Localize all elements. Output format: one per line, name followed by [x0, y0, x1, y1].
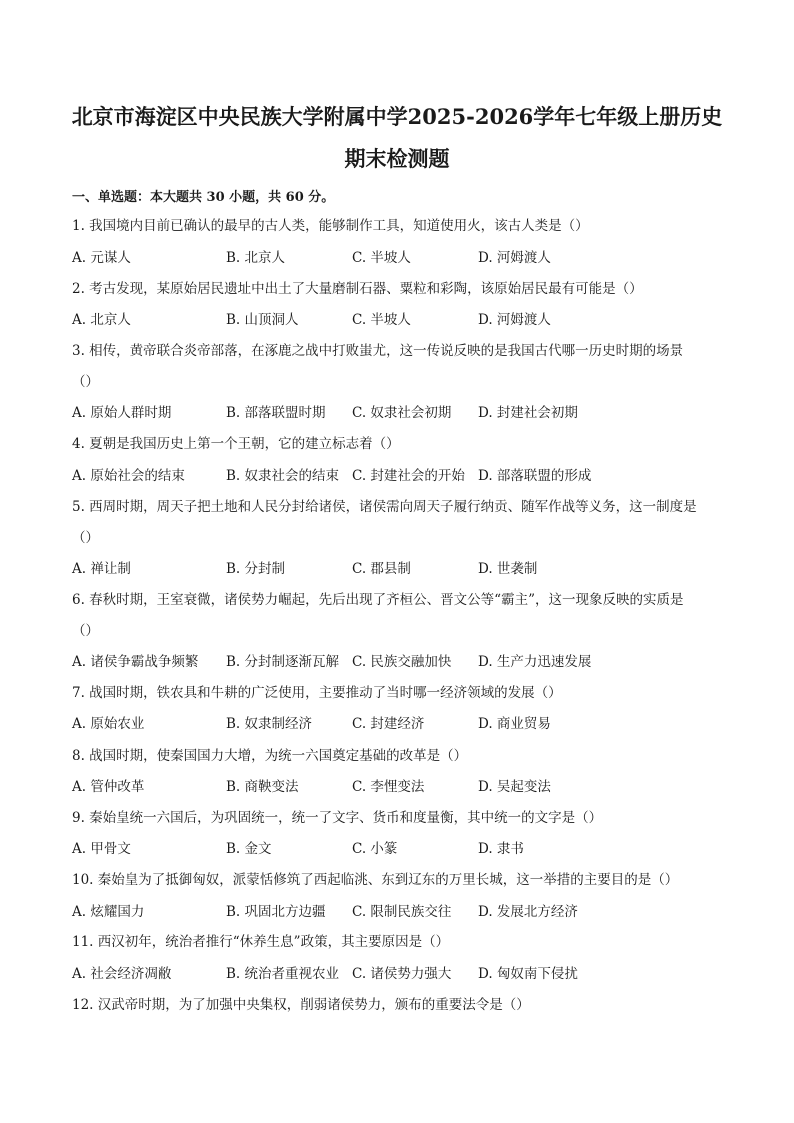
option-d: D. 商业贸易 — [478, 716, 551, 732]
question-4 — [72, 434, 722, 454]
section-heading: 一、单选题：本大题共 30 小题，共 60 分。 — [72, 190, 335, 205]
option-a: A. 原始人群时期 — [72, 405, 172, 421]
question-2 — [72, 279, 722, 299]
option-c: C. 郡县制 — [352, 561, 411, 577]
option-a: A. 北京人 — [72, 312, 131, 328]
option-c: C. 封建社会的开始 — [352, 468, 465, 484]
option-c: C. 限制民族交往 — [352, 904, 452, 920]
option-a: A. 禅让制 — [72, 561, 131, 577]
question-text: 3. 相传，黄帝联合炎帝部落，在涿鹿之战中打败蚩尤，这一传说反映的是我国古代哪一历史时期的场景 — [72, 343, 684, 359]
option-b: B. 部落联盟时期 — [226, 405, 326, 421]
option-c: C. 李悝变法 — [352, 779, 425, 795]
question-text: 2. 考古发现，某原始居民遗址中出土了大量磨制石器、粟粒和彩陶，该原始居民最有可能是（） — [72, 281, 643, 297]
option-b: B. 奴隶制经济 — [226, 716, 313, 732]
option-c: C. 奴隶社会初期 — [352, 405, 452, 421]
option-c: C. 半坡人 — [352, 312, 411, 328]
option-b: B. 奴隶社会的结束 — [226, 468, 340, 484]
question-8 — [72, 746, 722, 766]
option-d: D. 世袭制 — [478, 561, 538, 577]
question-12 — [72, 995, 722, 1015]
option-a: A. 原始社会的结束 — [72, 468, 185, 484]
question-text: 7. 战国时期，铁农具和牛耕的广泛使用，主要推动了当时哪一经济领域的发展（） — [72, 685, 562, 701]
question-5 — [72, 497, 722, 517]
option-a: A. 炫耀国力 — [72, 904, 145, 920]
question-text: 12. 汉武帝时期，为了加强中央集权，削弱诸侯势力，颁布的重要法令是（） — [72, 997, 530, 1013]
option-a: A. 原始农业 — [72, 716, 145, 732]
option-b: B. 山顶洞人 — [226, 312, 299, 328]
question-text: 9. 秦始皇统一六国后，为巩固统一，统一了文字、货币和度量衡，其中统一的文字是（） — [72, 810, 603, 826]
option-c: C. 小篆 — [352, 841, 398, 857]
option-a: A. 元谋人 — [72, 250, 131, 266]
option-a: A. 社会经济凋敝 — [72, 966, 172, 982]
option-d: D. 河姆渡人 — [478, 250, 551, 266]
option-b: B. 统治者重视农业 — [226, 966, 340, 982]
option-b: B. 分封制 — [226, 561, 286, 577]
option-a: A. 管仲改革 — [72, 779, 145, 795]
option-d: D. 吴起变法 — [478, 779, 551, 795]
question-text: 8. 战国时期，使秦国国力大增，为统一六国奠定基础的改革是（） — [72, 748, 468, 764]
question-9 — [72, 808, 722, 828]
question-3 — [72, 341, 722, 361]
question-text: 5. 西周时期，周天子把土地和人民分封给诸侯，诸侯需向周天子履行纳贡、随军作战等义务，这一制度是 — [72, 499, 697, 515]
option-b: B. 金文 — [226, 841, 272, 857]
question-text: 1. 我国境内目前已确认的最早的古人类，能够制作工具，知道使用火，该古人类是（） — [72, 218, 589, 234]
option-d: D. 发展北方经济 — [478, 904, 578, 920]
option-d: D. 隶书 — [478, 841, 524, 857]
question-10 — [72, 870, 722, 890]
question-11 — [72, 932, 722, 952]
option-d: D. 匈奴南下侵扰 — [478, 966, 578, 982]
option-b: B. 分封制逐渐瓦解 — [226, 654, 340, 670]
question-1 — [72, 216, 722, 236]
question-text-continued: （） — [72, 623, 99, 639]
option-b: B. 巩固北方边疆 — [226, 904, 326, 920]
option-a: A. 诸侯争霸战争频繁 — [72, 654, 199, 670]
question-text-continued: （） — [72, 374, 99, 390]
question-text: 4. 夏朝是我国历史上第一个王朝，它的建立标志着（） — [72, 436, 400, 452]
option-c: C. 封建经济 — [352, 716, 425, 732]
option-b: B. 商鞅变法 — [226, 779, 299, 795]
option-c: C. 诸侯势力强大 — [352, 966, 452, 982]
option-d: D. 封建社会初期 — [478, 405, 578, 421]
question-6 — [72, 590, 722, 610]
option-d: D. 生产力迅速发展 — [478, 654, 592, 670]
question-text-continued: （） — [72, 530, 99, 546]
option-c: C. 半坡人 — [352, 250, 411, 266]
option-d: D. 河姆渡人 — [478, 312, 551, 328]
option-b: B. 北京人 — [226, 250, 286, 266]
exam-title-line-1: 北京市海淀区中央民族大学附属中学2025-2026学年七年级上册历史 — [71, 104, 723, 129]
exam-title-line-2: 期末检测题 — [344, 146, 450, 171]
question-text: 10. 秦始皇为了抵御匈奴，派蒙恬修筑了西起临洮、东到辽东的万里长城，这一举措的主要目的是（） — [72, 872, 679, 888]
question-text: 6. 春秋时期，王室衰微，诸侯势力崛起，先后出现了齐桓公、晋文公等“霸主”，这一现象反映的实质是 — [72, 592, 684, 608]
option-c: C. 民族交融加快 — [352, 654, 452, 670]
question-7 — [72, 683, 722, 703]
option-a: A. 甲骨文 — [72, 841, 131, 857]
option-d: D. 部落联盟的形成 — [478, 468, 592, 484]
question-text: 11. 西汉初年，统治者推行“休养生息”政策，其主要原因是（） — [72, 934, 450, 950]
